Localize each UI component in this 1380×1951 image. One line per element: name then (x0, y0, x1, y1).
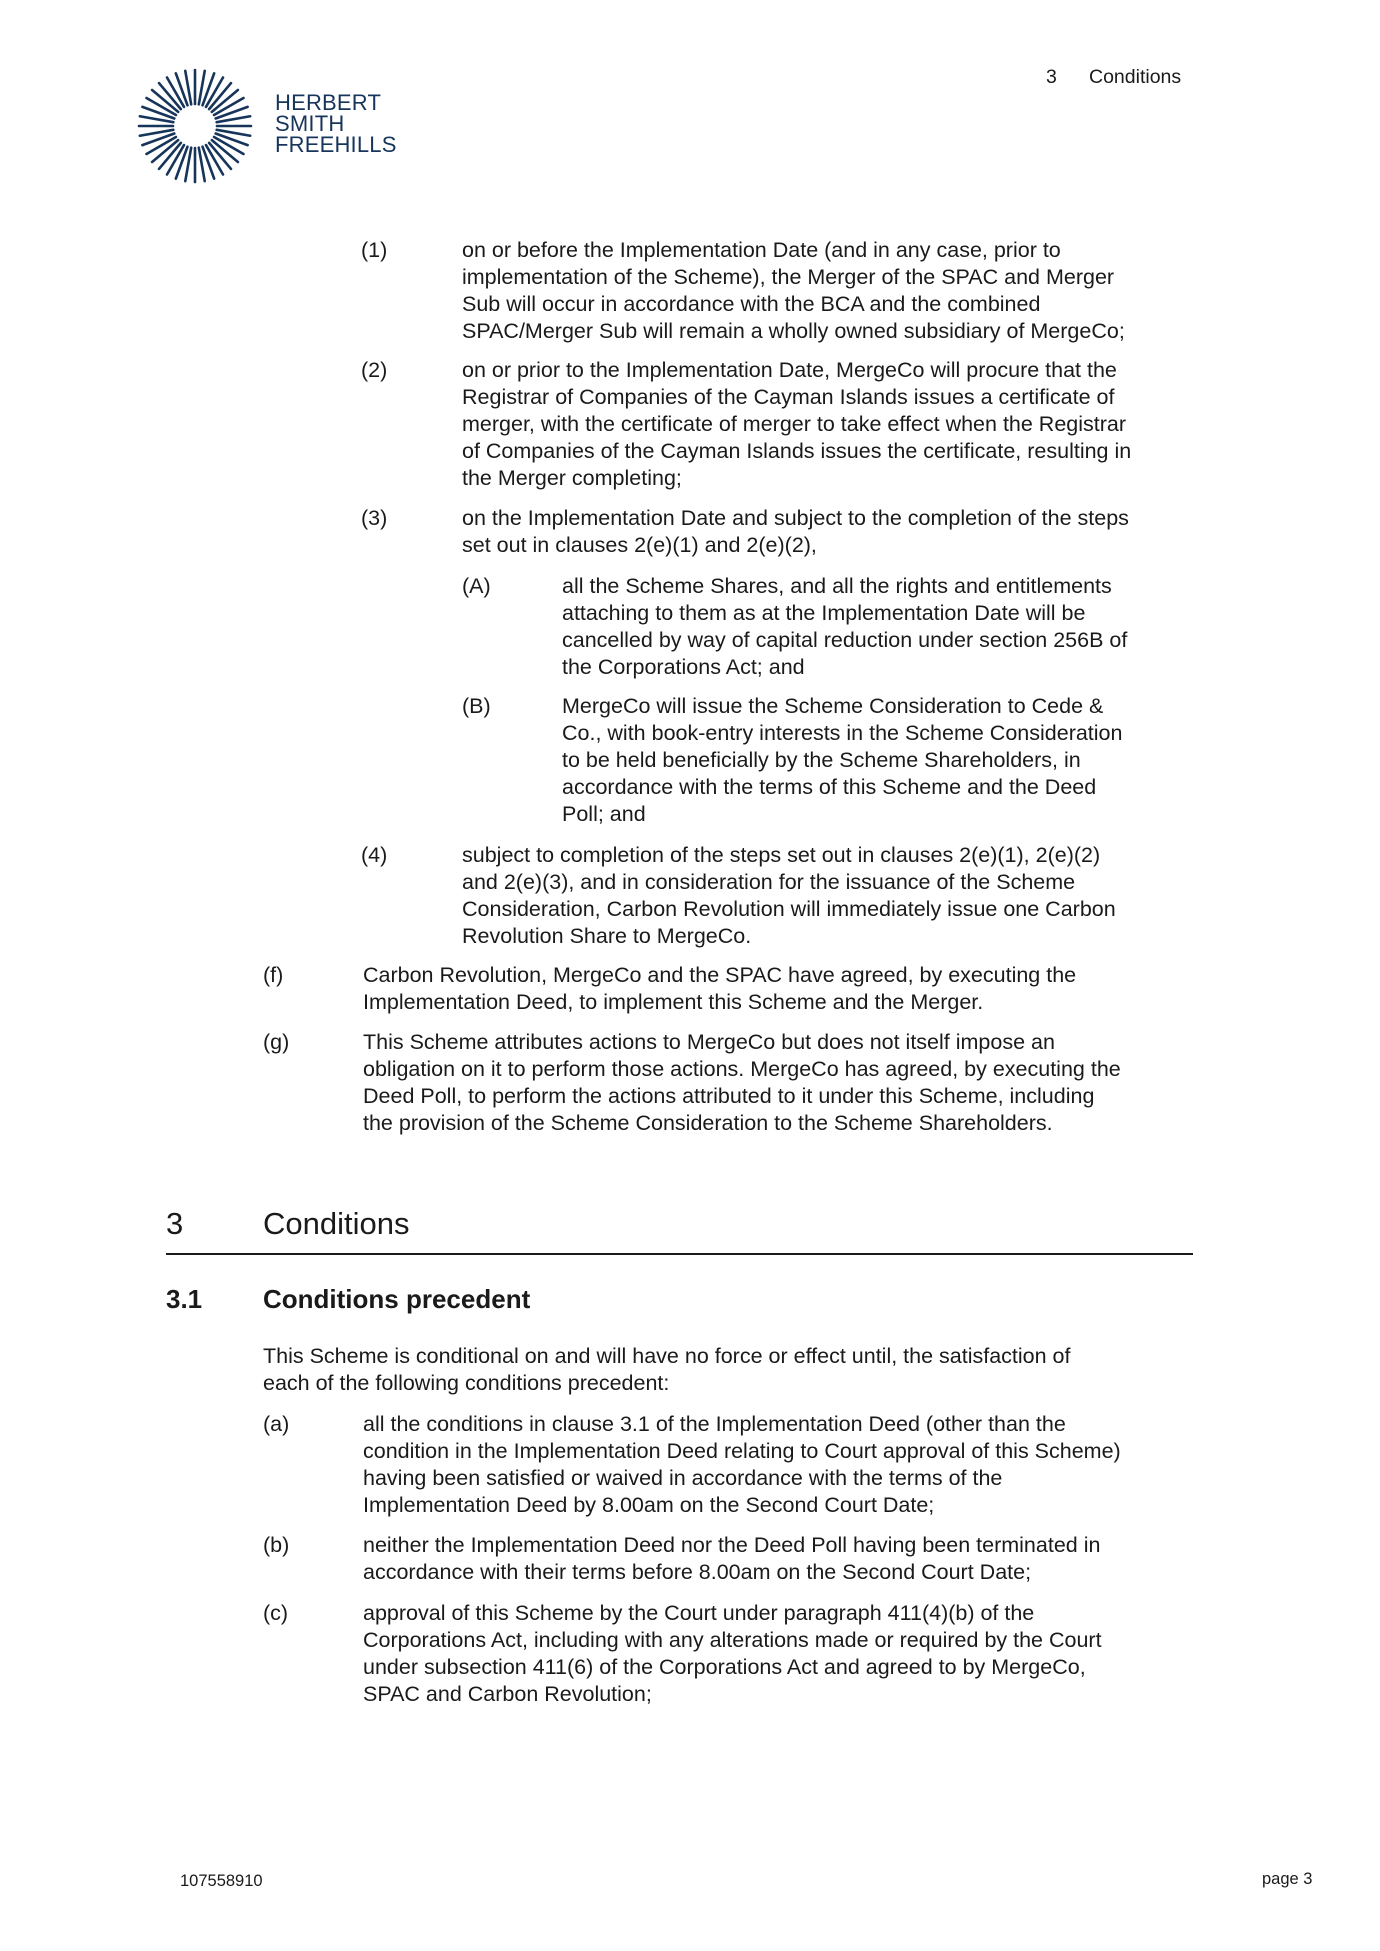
condition-label: (a) (263, 1412, 290, 1436)
subitem-text: MergeCo will issue the Scheme Consideration to Cede & Co., with book-entry interests in the Scheme Consideration to be held beneficially by the Scheme Shareholders, in accordance with the terms of this Scheme and the Deed Poll; and (562, 694, 1123, 826)
subitem-label: (A) (462, 574, 491, 598)
heading-rule (166, 1253, 1193, 1255)
condition-text: all the conditions in clause 3.1 of the Implementation Deed (other than the condition in the Implementation Deed relating to Court approval of this Scheme) having been satisfied or waived in accordance with the terms of the Implementation Deed by 8.00am on the Second Court Date; (363, 1412, 1121, 1517)
intro-paragraph: This Scheme is conditional on and will have no force or effect until, the satisfaction of each of the following conditions precedent: (263, 1344, 1071, 1395)
condition-label: (b) (263, 1533, 290, 1557)
clause-text: Carbon Revolution, MergeCo and the SPAC have agreed, by executing the Implementation Deed, to implement this Scheme and the Merger. (363, 963, 1077, 1014)
item-label: (1) (361, 238, 388, 262)
clause-label: (g) (263, 1030, 290, 1054)
clause-label: (f) (263, 963, 284, 987)
subheading-title: Conditions precedent (263, 1284, 531, 1314)
logo-line: HERBERT (275, 90, 382, 115)
condition-text: approval of this Scheme by the Court under paragraph 411(4)(b) of the Corporations Act, including with any alterations made or required by the Court under subsection 411(6) of the Corporations Act and agreed to by MergeCo, SPAC and Carbon Revolution; (363, 1601, 1102, 1706)
item-text: on the Implementation Date and subject to the completion of the steps set out in clauses 2(e)(1) and 2(e)(2), (462, 506, 1129, 557)
item-text: on or before the Implementation Date (and in any case, prior to implementation of the Scheme), the Merger of the SPAC and Merger Sub will occur in accordance with the BCA and the combined SPAC/Merger Sub will remain a wholly owned subsidiary of MergeCo; (462, 238, 1125, 343)
item-label: (3) (361, 506, 388, 530)
subitem-label: (B) (462, 694, 491, 718)
herbert-smith-freehills-logo-icon (135, 66, 255, 186)
header-section-number: 3 (1046, 66, 1057, 88)
item-label: (2) (361, 358, 388, 382)
item-text: subject to completion of the steps set out in clauses 2(e)(1), 2(e)(2) and 2(e)(3), and in consideration for the issuance of the Scheme Consideration, Carbon Revolution will immediately issue one Carbon Revolution Share to MergeCo. (462, 843, 1116, 948)
subheading-number: 3.1 (166, 1284, 203, 1314)
item-label: (4) (361, 843, 388, 867)
condition-label: (c) (263, 1601, 289, 1625)
header-section-title: Conditions (1089, 66, 1182, 88)
logo-wordmark (275, 92, 397, 155)
document-id: 107558910 (180, 1872, 263, 1890)
heading-title: Conditions (263, 1206, 410, 1241)
subitem-text: all the Scheme Shares, and all the rights and entitlements attaching to them as at the Implementation Date will be cancelled by way of capital reduction under section 256B of the Corporations Act; and (562, 574, 1128, 679)
logo-line: SMITH (275, 111, 345, 136)
heading-number: 3 (166, 1206, 184, 1241)
page-number: page 3 (1262, 1870, 1313, 1888)
clause-text: This Scheme attributes actions to MergeCo but does not itself impose an obligation on it to perform those actions. MergeCo has agreed, by executing the Deed Poll, to perform the actions attributed to it under this Scheme, including the provision of the Scheme Consideration to the Scheme Shareholders. (363, 1030, 1121, 1135)
logo-line: FREEHILLS (275, 132, 397, 157)
item-text: on or prior to the Implementation Date, MergeCo will procure that the Registrar of Companies of the Cayman Islands issues a certificate of merger, with the certificate of merger to take effect when the Registrar of Companies of the Cayman Islands issues the certificate, resulting in the Merger completing; (462, 358, 1132, 490)
condition-text: neither the Implementation Deed nor the Deed Poll having been terminated in accordance with their terms before 8.00am on the Second Court Date; (363, 1533, 1101, 1584)
